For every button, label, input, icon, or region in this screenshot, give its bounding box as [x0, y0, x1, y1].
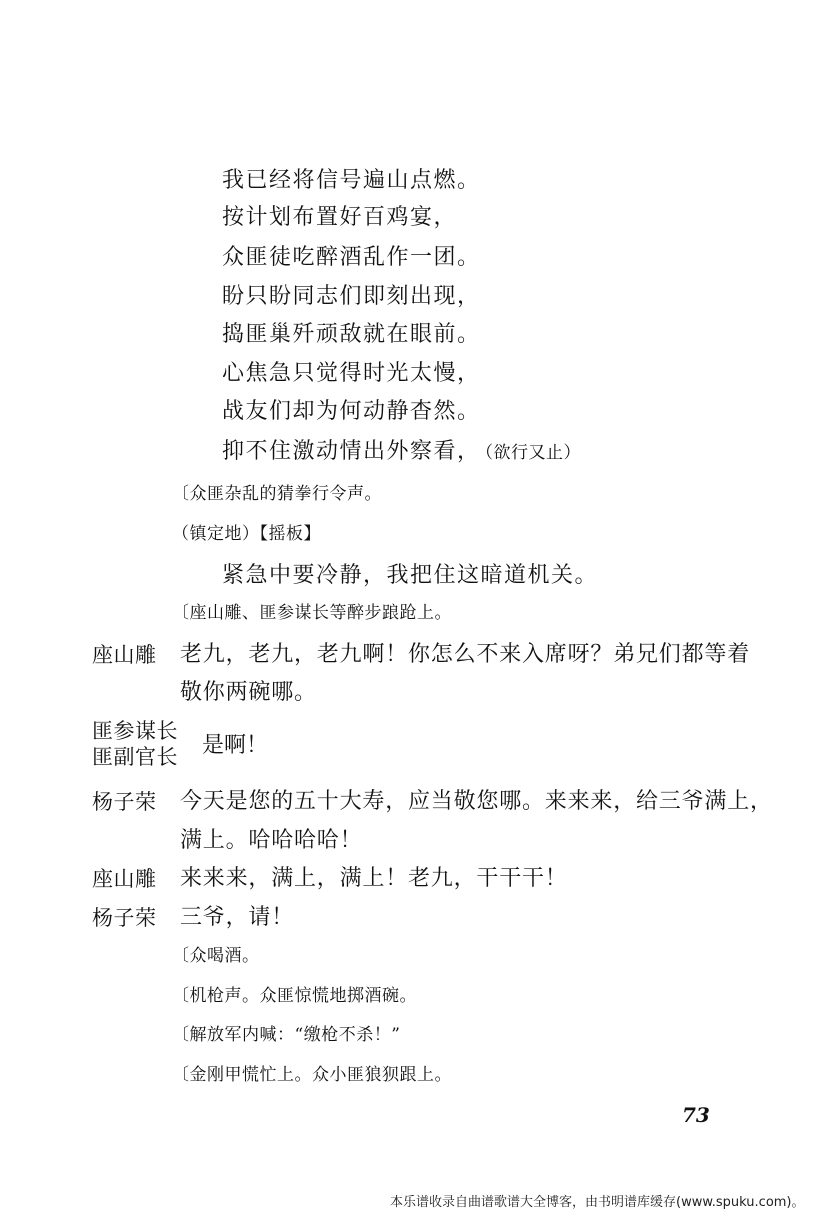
- verse-line-7: 战友们却为何动静杳然。: [222, 399, 481, 424]
- footer-credit: 本乐谱收录自曲谱歌谱大全博客，由书明谱库缓存(www.spuku.com)。: [390, 1195, 805, 1210]
- speech-line-3b: 满上。哈哈哈哈！: [180, 828, 363, 853]
- speech-line-4: 来来来，满上，满上！老九，干干干！: [180, 866, 568, 891]
- page-number: 73: [682, 1103, 710, 1127]
- speech-line-3a: 今天是您的五十大寿，应当敬您哪。来来来，给三爷满上，: [180, 789, 773, 814]
- verse-line-8: [222, 437, 581, 468]
- speaker-zuoshandiao-2: 座山雕: [92, 867, 157, 891]
- stage-direction-5: 〔机枪声。众匪惊慌地掷酒碗。: [172, 986, 417, 1006]
- speaker-yangzirong-2: 杨子荣: [92, 906, 157, 930]
- stage-direction-1: 〔众匪杂乱的猜拳行令声。: [172, 484, 382, 504]
- stage-direction-6: 〔解放军内喊：“缴枪不杀！”: [172, 1025, 401, 1045]
- stage-direction-4: 〔众喝酒。: [172, 946, 260, 966]
- verse-line-4: 盼只盼同志们即刻出现，: [222, 284, 481, 309]
- speaker-zuoshandiao-1: 座山雕: [92, 643, 157, 667]
- stage-direction-7: 〔金刚甲慌忙上。众小匪狼狈跟上。: [172, 1065, 452, 1085]
- verse-line-2: 按计划布置好百鸡宴，: [222, 205, 458, 230]
- stage-aside: （欲行又止）: [484, 443, 582, 463]
- speaker-pair: [92, 718, 178, 770]
- verse-line-6: 心焦急只觉得时光太慢，: [222, 361, 481, 386]
- speaker-canmouzhang: 匪参谋长: [92, 719, 178, 743]
- verse-line-8-text: 抑不住激动情出外察看，: [222, 439, 481, 464]
- verse-line-3: 众匪徒吃醉酒乱作一团。: [222, 245, 481, 270]
- verse-line-1: 我已经将信号遍山点燃。: [222, 168, 481, 193]
- speaker-fuguanzhang: 匪副官长: [92, 745, 178, 769]
- stage-direction-3: 〔座山雕、匪参谋长等醉步踉跄上。: [172, 603, 452, 623]
- speech-line-2: 是啊！: [202, 733, 269, 758]
- verse-line-9: 紧急中要冷静，我把住这暗道机关。: [222, 563, 599, 588]
- speech-line-1a: 老九，老九，老九啊！你怎么不来入席呀？弟兄们都等着: [180, 642, 751, 667]
- speech-line-5: 三爷，请！: [180, 905, 295, 930]
- speech-line-1b: 敬你两碗哪。: [180, 680, 317, 705]
- verse-line-5: 捣匪巢歼顽敌就在眼前。: [222, 322, 481, 347]
- speaker-yangzirong-1: 杨子荣: [92, 790, 157, 814]
- stage-direction-2: （镇定地）【摇板】: [172, 524, 321, 544]
